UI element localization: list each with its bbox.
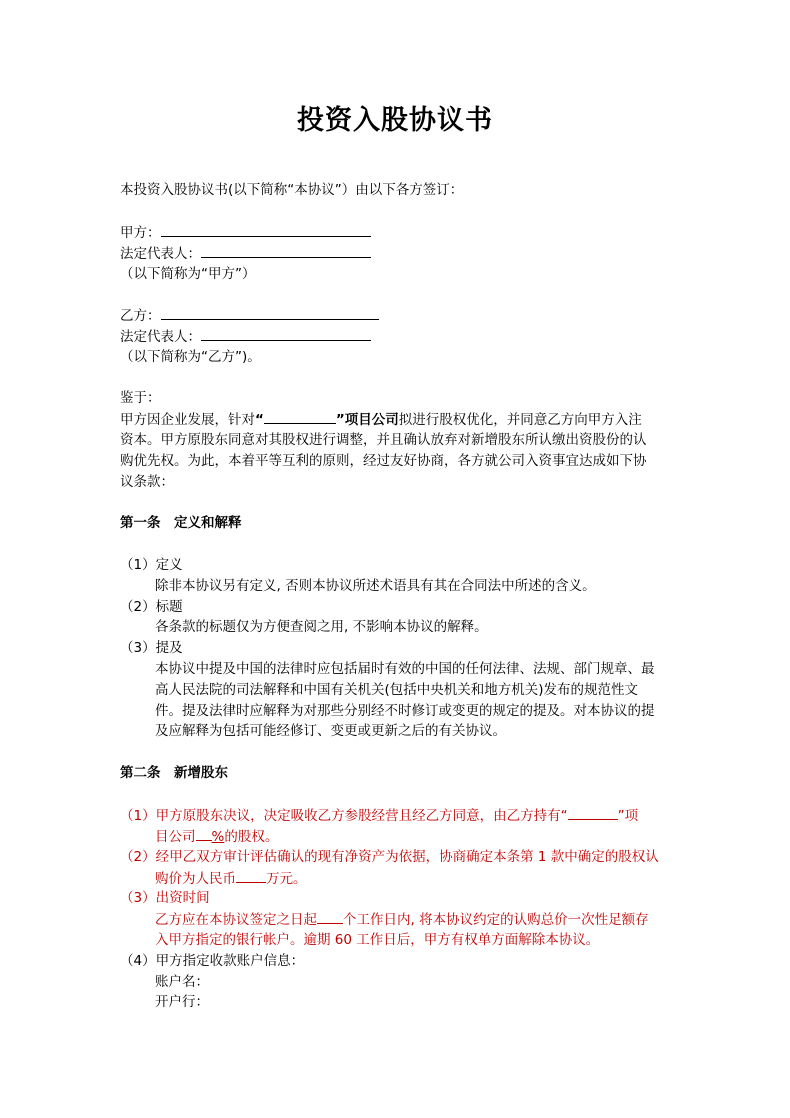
bank-label: 开户行： xyxy=(155,994,209,1010)
article-2-item-2-line-1: （2）经甲乙双方审计评估确认的现有净资产为依据，协商确定本条第 1 款中确定的股权认 xyxy=(120,849,659,865)
party-a-label: 甲方： xyxy=(120,225,161,241)
article-2-item-3-text-2: 个工作日内, 将本协议约定的认购总价一次性足额存 xyxy=(343,912,649,928)
article-2-item-1-text: （1）甲方原股东决议，决定吸收乙方参股经营且经乙方同意，由乙方持有“ xyxy=(120,808,568,824)
party-a-rep-blank xyxy=(201,243,371,258)
quote-open: “ xyxy=(255,412,264,428)
party-a-rep-line xyxy=(120,243,371,264)
party-b-alias: （以下简称为“乙方”)。 xyxy=(120,349,261,365)
party-b-blank xyxy=(161,305,379,320)
article-1-item-3-label: （3）提及 xyxy=(120,640,183,656)
article-1-item-3-line-4: 及应解释为包括可能经修订、变更或更新之后的有关协议。 xyxy=(155,723,506,739)
article-2-item-1-text-3: 目公司 xyxy=(155,829,196,845)
article-1-item-3-line-2: 高人民法院的司法解释和中国有关机关(包括中央机关和地方机关)发布的规范性文 xyxy=(155,682,639,698)
price-blank xyxy=(236,868,266,883)
party-b-line xyxy=(120,305,379,326)
article-2-item-1-line-2 xyxy=(155,826,278,847)
whereas-line-1 xyxy=(120,409,642,430)
article-2-item-1-text-2: ”项 xyxy=(617,808,639,824)
article-1-heading: 第一条 定义和解释 xyxy=(120,515,242,531)
article-2-item-2-unit: 万元。 xyxy=(266,871,307,887)
party-a-line xyxy=(120,222,371,243)
whereas-line-4: 议条款： xyxy=(120,474,174,490)
party-a-rep-label: 法定代表人： xyxy=(120,246,201,262)
article-2-item-2-text: 购价为人民币 xyxy=(155,871,236,887)
account-name-label: 账户名： xyxy=(155,974,209,990)
project-company-label: ”项目公司 xyxy=(335,412,399,428)
document-title: 投资入股协议书 xyxy=(297,105,493,136)
article-1-item-3-line-3: 件。提及法律时应解释为对那些分别经不时修订或变更的规定的提及。对本协议的提 xyxy=(155,703,655,719)
article-2-item-3-line-1 xyxy=(155,909,649,930)
article-2-item-2-line-2 xyxy=(155,868,307,889)
party-b-rep-label: 法定代表人： xyxy=(120,329,201,345)
whereas-text: 甲方因企业发展，针对 xyxy=(120,412,255,428)
days-blank xyxy=(317,909,343,924)
project-name-blank xyxy=(264,409,336,424)
article-1-item-2-label: （2）标题 xyxy=(120,599,183,615)
whereas-line-2: 资本。甲方原股东同意对其股权进行调整，并且确认放弃对新增股东所认缴出资股份的认 xyxy=(120,432,647,448)
percent-sign: % xyxy=(211,829,225,845)
article-2-heading: 第二条 新增股东 xyxy=(120,765,228,781)
share-percent-blank xyxy=(196,826,212,841)
article-1-item-3-line-1: 本协议中提及中国的法律时应包括届时有效的中国的任何法律、法规、部门规章、最 xyxy=(155,661,655,677)
party-b-rep-line xyxy=(120,326,371,347)
intro-text: 本投资入股协议书(以下简称“本协议”）由以下各方签订： xyxy=(120,182,464,198)
article-2-item-4-label: （4）甲方指定收款账户信息： xyxy=(120,953,305,969)
party-a-alias: （以下简称为“甲方”） xyxy=(120,266,256,282)
party-a-blank xyxy=(161,222,371,237)
whereas-text-2: 拟进行股权优化，并同意乙方向甲方入注 xyxy=(398,412,642,428)
article-2-item-3-label: （3）出资时间 xyxy=(120,890,210,906)
article-1-item-1-label: （1）定义 xyxy=(120,557,183,573)
project-name-blank-2 xyxy=(568,805,618,820)
party-b-rep-blank xyxy=(201,326,371,341)
whereas-line-3: 购优先权。为此，本着平等互利的原则，经过友好协商，各方就公司入资事宜达成如下协 xyxy=(120,453,647,469)
article-2-item-3-line-2: 入甲方指定的银行帐户。逾期 60 工作日后，甲方有权单方面解除本协议。 xyxy=(155,932,600,948)
whereas-heading: 鉴于： xyxy=(120,390,161,406)
article-2-item-3-text: 乙方应在本协议签定之日起 xyxy=(155,912,317,928)
article-1-item-2-text: 各条款的标题仅为方便查阅之用, 不影响本协议的解释。 xyxy=(155,619,488,635)
article-1-item-1-text: 除非本协议另有定义, 否则本协议所述术语具有其在合同法中所述的含义。 xyxy=(155,578,596,594)
party-b-label: 乙方： xyxy=(120,308,161,324)
article-2-item-1-line-1 xyxy=(120,805,638,826)
article-2-item-1-text-4: 的股权。 xyxy=(224,829,279,845)
